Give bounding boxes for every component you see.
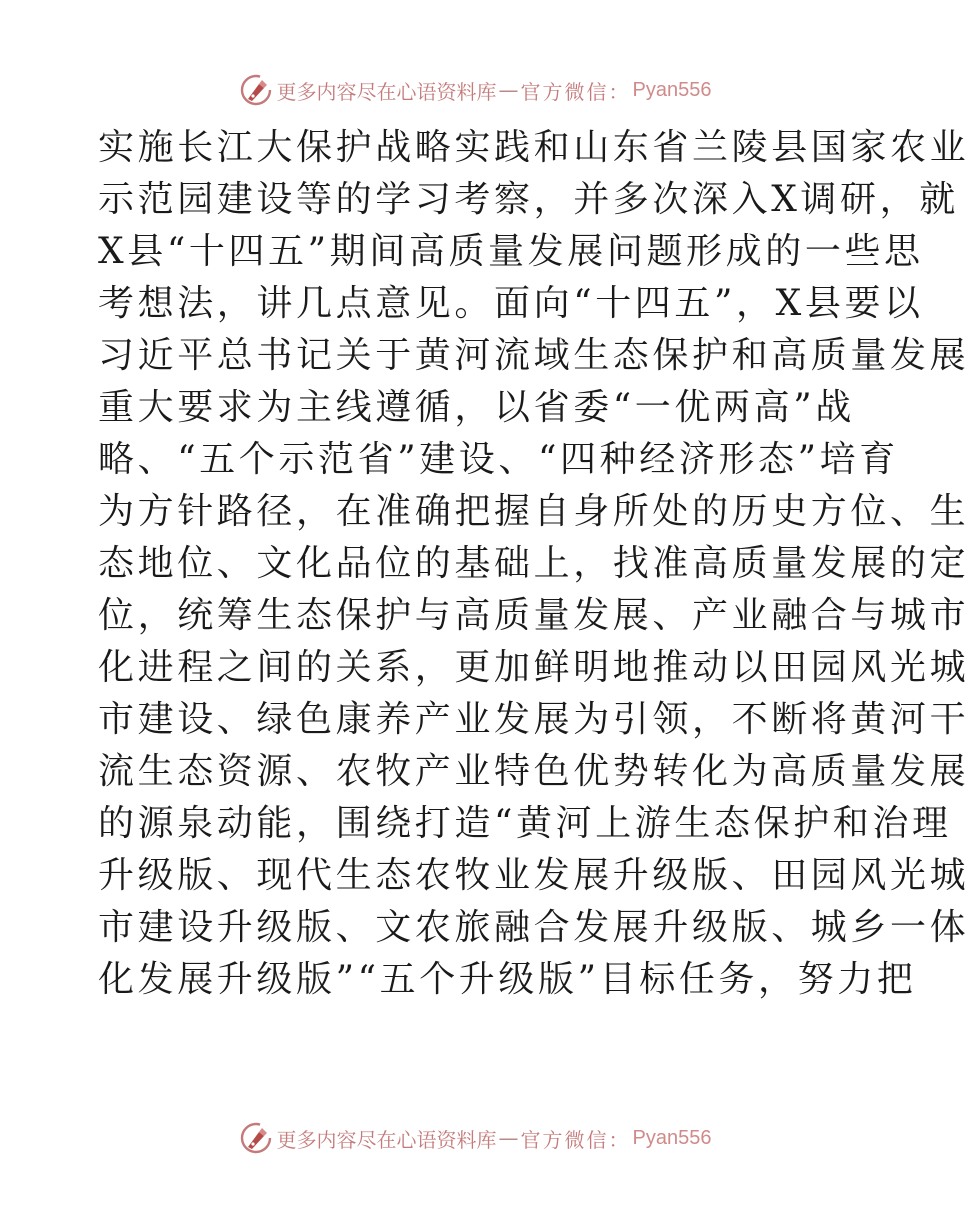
body-line: 流生态资源、农牧产业特色优势转化为高质量发展 — [98, 751, 969, 792]
pen-nib-icon — [239, 1121, 273, 1155]
watermark-official-text: 官方微信： — [520, 79, 631, 104]
watermark-site-text: 更多内容尽在心语资料库 — [276, 1127, 497, 1152]
body-line: 市建设、绿色康养产业发展为引领，不断将黄河干 — [98, 699, 969, 740]
body-line: 考想法，讲几点意见。面向“十四五”，X县要以 — [98, 283, 924, 324]
body-line: 升级版、现代生态农牧业发展升级版、田园风光城 — [98, 855, 969, 896]
pen-nib-icon — [239, 73, 273, 107]
body-line: 重大要求为主线遵循，以省委“一优两高”战 — [98, 387, 855, 428]
body-line: 实施长江大保护战略实践和山东省兰陵县国家农业 — [98, 127, 969, 168]
body-line: X县“十四五”期间高质量发展问题形成的一些思 — [98, 231, 924, 272]
watermark-wechat-id: Pyan556 — [632, 78, 712, 101]
body-line: 为方针路径，在准确把握自身所处的历史方位、生 — [98, 491, 969, 532]
body-line: 的源泉动能，围绕打造“黄河上游生态保护和治理 — [98, 803, 952, 844]
watermark-site-text: 更多内容尽在心语资料库 — [276, 79, 497, 104]
body-line: 化进程之间的关系，更加鲜明地推动以田园风光城 — [98, 647, 969, 688]
body-line: 示范园建设等的学习考察，并多次深入X调研，就 — [98, 179, 959, 220]
body-line: 略、“五个示范省”建设、“四种经济形态”培育 — [98, 439, 899, 480]
header-watermark — [0, 70, 950, 110]
body-line: 位，统筹生态保护与高质量发展、产业融合与城市 — [98, 595, 969, 636]
watermark-official-text: 官方微信： — [520, 1127, 631, 1152]
document-body — [98, 122, 969, 1006]
body-line: 习近平总书记关于黄河流域生态保护和高质量发展 — [98, 335, 969, 376]
body-line: 市建设升级版、文农旅融合发展升级版、城乡一体 — [98, 907, 969, 948]
body-line: 化发展升级版”“五个升级版”目标任务，努力把 — [98, 959, 917, 1000]
body-line: 态地位、文化品位的基础上，找准高质量发展的定 — [98, 543, 969, 584]
watermark-separator: — — [498, 78, 519, 102]
watermark-separator: — — [498, 1126, 519, 1150]
watermark-wechat-id: Pyan556 — [632, 1126, 712, 1149]
footer-watermark — [0, 1118, 950, 1158]
